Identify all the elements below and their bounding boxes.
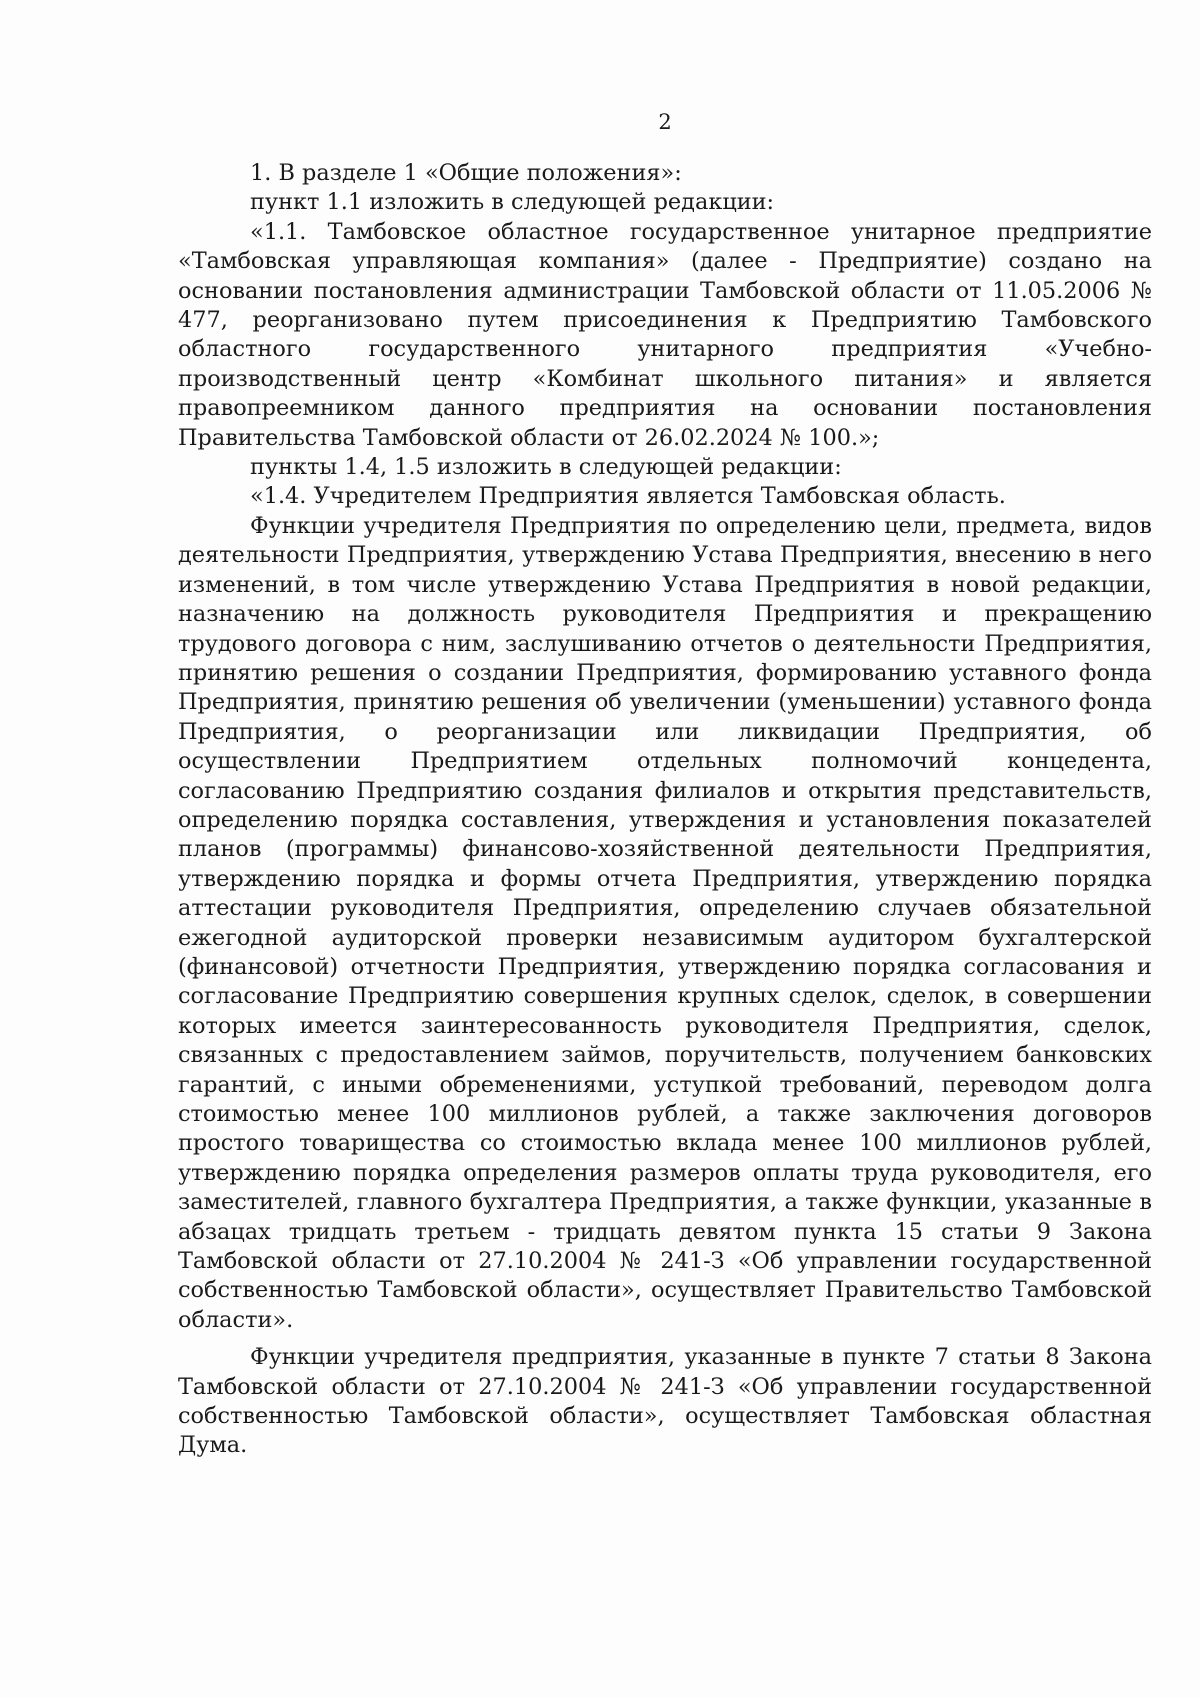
page-number: 2 [658, 110, 672, 134]
paragraph-item-1-1-text: «1.1. Тамбовское областное государственное унитарное предприятие «Тамбовская управляющая компания» (далее - Предприятие) создано на основании постановления администрации Тамбовской области от 11.05.2006 № 477, реорганизовано путем присоединения к Предприятию Тамбовского областного государственного унитарного предприятия «Учебно-производственный центр «Комбинат школьного питания» и является правопреемником данного предприятия на основании постановления Правительства Тамбовской области от 26.02.2024 № 100.»; [178, 218, 1152, 451]
paragraph-founder-functions: Функции учредителя Предприятия по определению цели, предмета, видов деятельности Предприятия, утверждению Устава Предприятия, внесению в него изменений, в том числе утверждению Устава Предприятия в новой редакции, назначению на должность руководителя Предприятия и прекращению трудового договора с ним, заслушиванию отчетов о деятельности Предприятия, принятию решения о создании Предприятия, формированию уставного фонда Предприятия, принятию решения об увеличении (уменьшении) уставного фонда Предприятия, о реорганизации или ликвидации Предприятия, об осуществлении Предприятием отдельных полномочий концедента, согласованию Предприятию создания филиалов и открытия представительств, определению порядка составления, утверждения и установления показателей планов (программы) финансово-хозяйственной деятельности Предприятия, утверждению порядка и формы отчета Предприятия, утверждению порядка аттестации руководителя Предприятия, определению случаев обязательной ежегодной аудиторской проверки независимым аудитором бухгалтерской (финансовой) отчетности Предприятия, утверждению порядка согласования и согласование Предприятию совершения крупных сделок, сделок, в совершении которых имеется заинтересованность руководителя Предприятия, сделок, связанных с предоставлением займов, поручительств, получением банковских гарантий, с иными обременениями, уступкой требований, переводом долга стоимостью менее 100 миллионов рублей, а также заключения договоров простого товарищества со стоимостью вклада менее 100 миллионов рублей, утверждению порядка определения размеров оплаты труда руководителя, его заместителей, главного бухгалтера Предприятия, а также функции, указанные в абзацах тридцать третьем - тридцать девятом пункта 15 статьи 9 Закона Тамбовской области от 27.10.2004 № 241-З «Об управлении государственной собственностью Тамбовской области», осуществляет Правительство Тамбовской области». [178, 512, 1152, 1333]
paragraph-item-1-1-intro: пункт 1.1 изложить в следующей редакции: [250, 189, 775, 216]
paragraph-duma-functions: Функции учредителя предприятия, указанные в пункте 7 статьи 8 Закона Тамбовской области от 27.10.2004 № 241-З «Об управлении государственной собственностью Тамбовской области», осуществляет Тамбовская областная Дума. [178, 1344, 1152, 1459]
document-body [178, 159, 1152, 1461]
paragraph-section-heading: 1. В разделе 1 «Общие положения»: [250, 160, 682, 186]
paragraph-items-1-4-1-5-intro: пункты 1.4, 1.5 изложить в следующей редакции: [250, 454, 842, 481]
paragraph-item-1-4-text: «1.4. Учредителем Предприятия является Тамбовская область. [250, 483, 1006, 510]
